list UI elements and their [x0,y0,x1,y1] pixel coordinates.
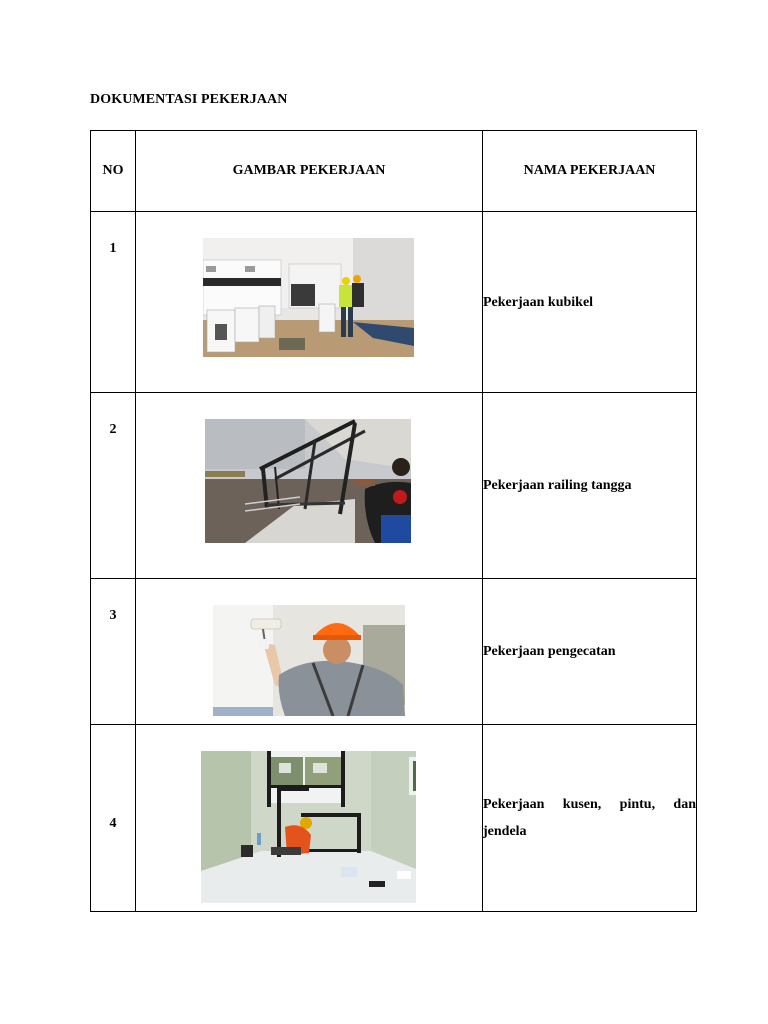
table-row [91,579,697,725]
table-row [91,725,697,912]
work-name: Pekerjaan railing tangga [483,393,697,579]
header-gambar-pekerjaan: GAMBAR PEKERJAAN [136,131,483,212]
photo-cell [136,725,483,912]
photo-painting-work [213,605,405,716]
photo-cell [136,579,483,725]
table-row [91,212,697,393]
photo-cell [136,393,483,579]
row-number: 3 [91,579,136,725]
row-number: 1 [91,212,136,393]
photo-stair-railing-work [205,419,411,543]
work-documentation-table [90,130,697,912]
table-header-row [91,131,697,212]
photo-frame-door-window-work [201,751,416,903]
work-name: Pekerjaan kusen, pintu, dan jendela [483,725,697,912]
photo-cubicle-work [203,238,414,357]
row-number: 4 [91,725,136,912]
photo-cell [136,212,483,393]
table-row [91,393,697,579]
header-nama-pekerjaan: NAMA PEKERJAAN [483,131,697,212]
work-name: Pekerjaan pengecatan [483,579,697,725]
work-name: Pekerjaan kubikel [483,212,697,393]
document-title: DOKUMENTASI PEKERJAAN [90,92,288,107]
header-no: NO [91,131,136,212]
row-number: 2 [91,393,136,579]
